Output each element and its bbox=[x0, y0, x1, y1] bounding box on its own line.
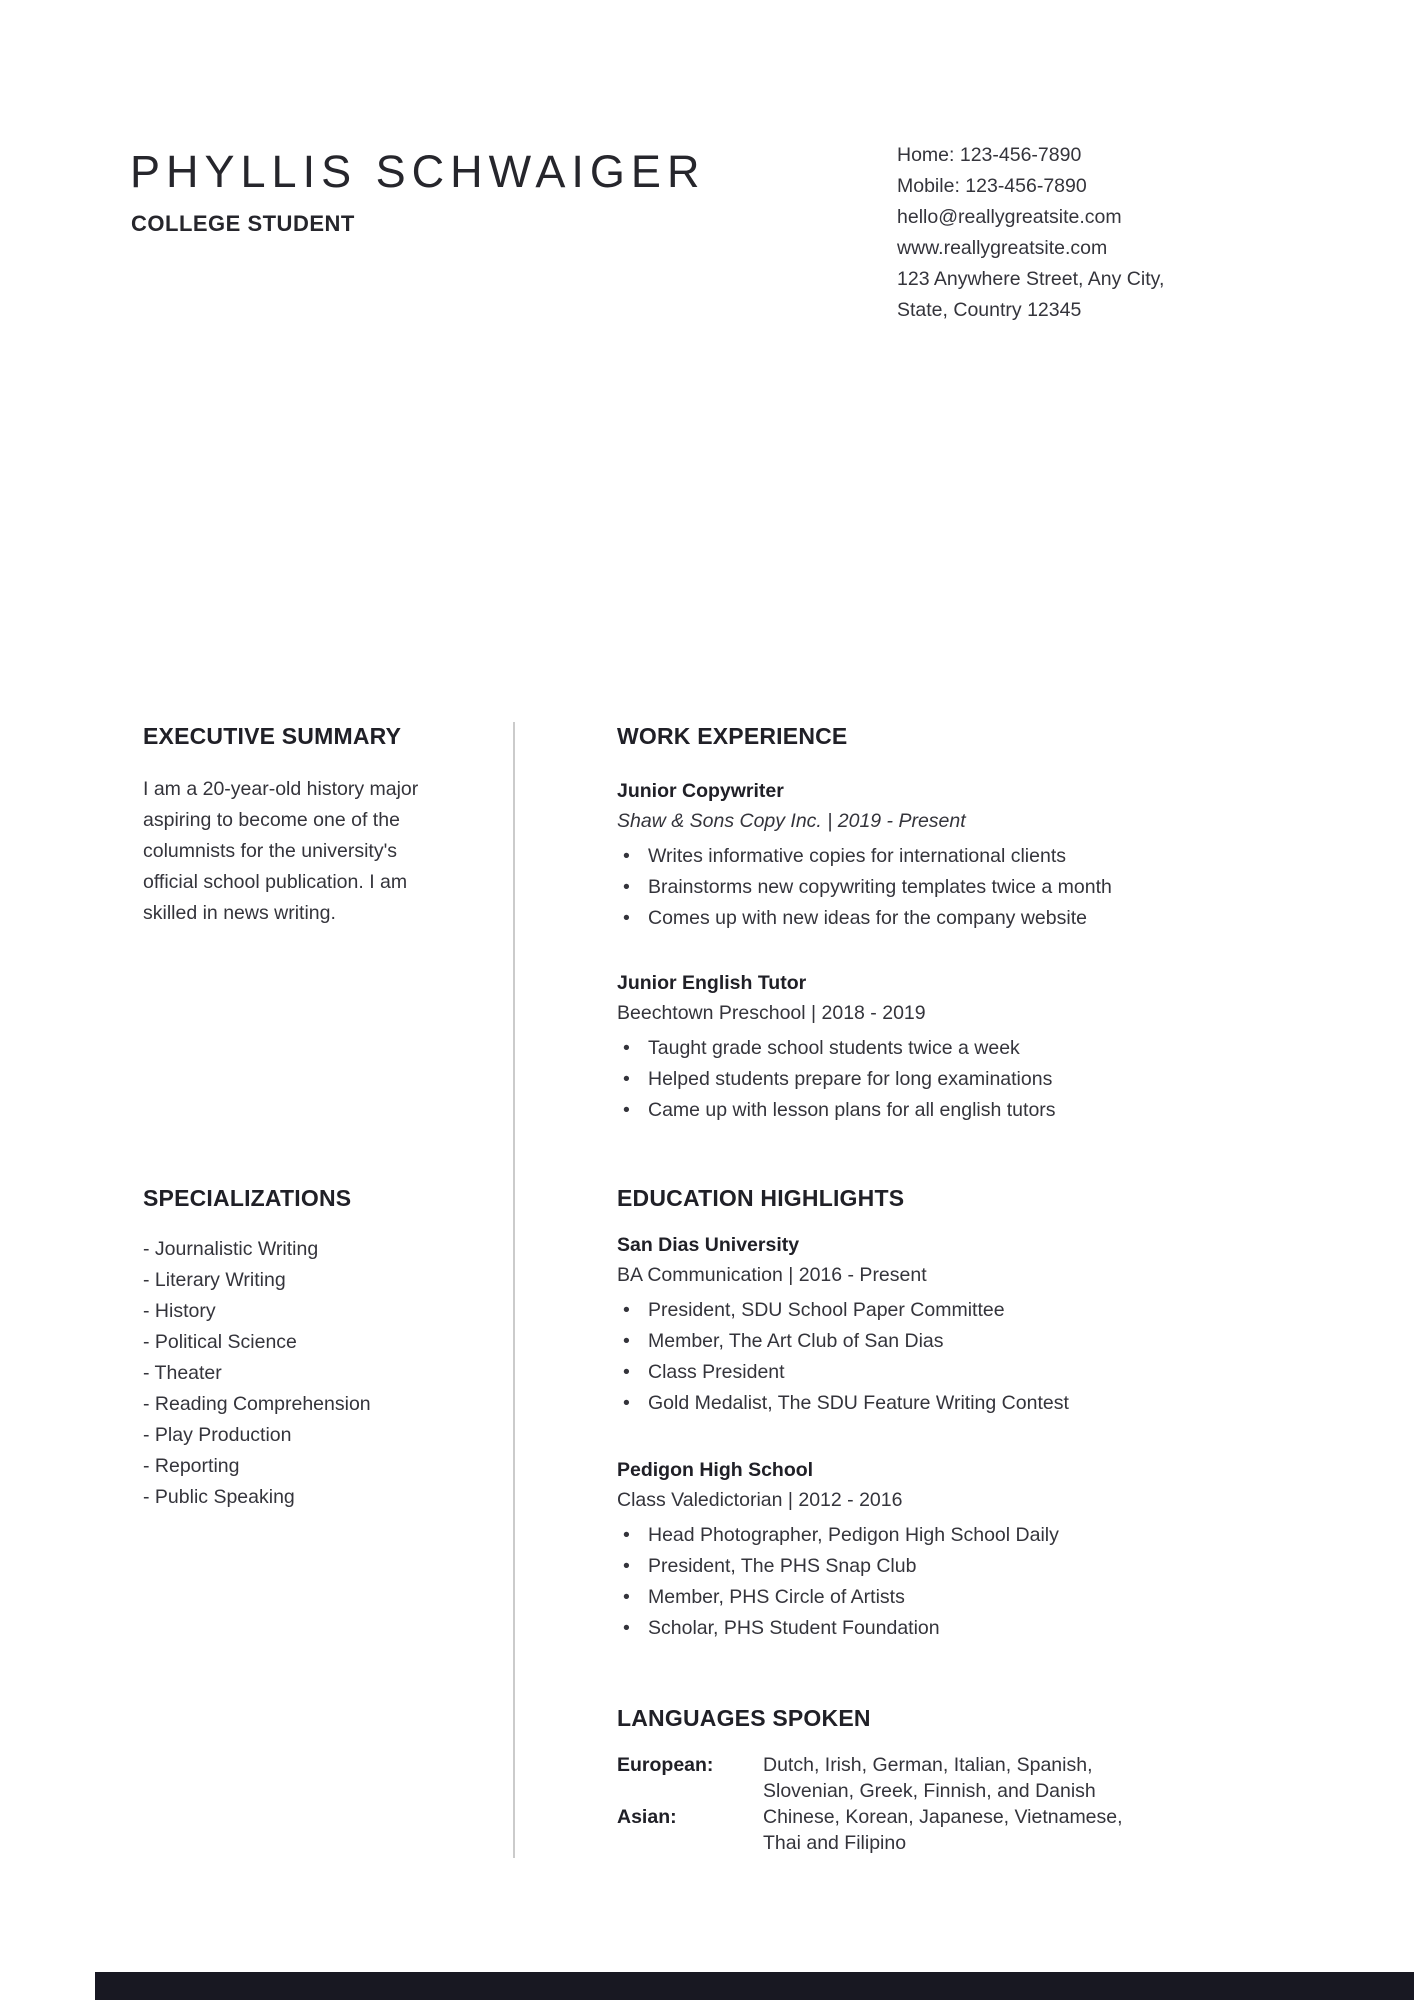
language-line: Slovenian, Greek, Finnish, and Danish bbox=[763, 1780, 1096, 1802]
language-list bbox=[763, 1752, 1143, 1804]
language-line: Chinese, Korean, Japanese, Vietnamese, bbox=[763, 1806, 1123, 1828]
school-name: San Dias University bbox=[617, 1234, 800, 1256]
executive-summary-heading: EXECUTIVE SUMMARY bbox=[143, 723, 402, 749]
list-item: • Came up with lesson plans for all english tutors bbox=[617, 1095, 1357, 1126]
contact-email: hello@reallygreatsite.com bbox=[897, 206, 1122, 228]
job-title: Junior Copywriter bbox=[617, 780, 784, 802]
school-subtitle: BA Communication | 2016 - Present bbox=[617, 1264, 927, 1286]
list-item: • Gold Medalist, The SDU Feature Writing Contest bbox=[617, 1388, 1357, 1419]
list-item: • President, The PHS Snap Club bbox=[617, 1551, 1357, 1582]
languages-rows bbox=[617, 1752, 1357, 1856]
list-item: • Brainstorms new copywriting templates twice a month bbox=[617, 872, 1357, 903]
specializations-list bbox=[143, 1234, 463, 1513]
school-name: Pedigon High School bbox=[617, 1459, 814, 1481]
list-item: • Member, The Art Club of San Dias bbox=[617, 1326, 1357, 1357]
specializations-heading: SPECIALIZATIONS bbox=[143, 1185, 352, 1211]
work-experience-heading: WORK EXPERIENCE bbox=[617, 723, 848, 749]
work-experience-section bbox=[617, 722, 1357, 1126]
job-title: Junior English Tutor bbox=[617, 972, 807, 994]
footer-accent-bar bbox=[95, 1972, 1414, 2000]
list-item: - Theater bbox=[143, 1362, 222, 1384]
list-item: • Helped students prepare for long examinations bbox=[617, 1064, 1357, 1095]
job-bullets bbox=[617, 1033, 1357, 1126]
language-row bbox=[617, 1752, 1357, 1804]
school-subtitle: Class Valedictorian | 2012 - 2016 bbox=[617, 1489, 903, 1511]
languages-heading: LANGUAGES SPOKEN bbox=[617, 1705, 871, 1731]
school-bullets bbox=[617, 1295, 1357, 1419]
school-entry bbox=[617, 1230, 1357, 1419]
contact-home-phone: Home: 123-456-7890 bbox=[897, 144, 1082, 166]
job-entry bbox=[617, 776, 1357, 934]
list-item: • Writes informative copies for international clients bbox=[617, 841, 1357, 872]
list-item: • Comes up with new ideas for the company website bbox=[617, 903, 1357, 934]
school-bullets bbox=[617, 1520, 1357, 1644]
job-entry bbox=[617, 968, 1357, 1126]
contact-website: www.reallygreatsite.com bbox=[897, 237, 1108, 259]
language-row bbox=[617, 1804, 1357, 1856]
list-item: • Scholar, PHS Student Foundation bbox=[617, 1613, 1357, 1644]
education-section bbox=[617, 1184, 1357, 1644]
list-item: • President, SDU School Paper Committee bbox=[617, 1295, 1357, 1326]
job-subtitle: Shaw & Sons Copy Inc. | 2019 - Present bbox=[617, 810, 966, 832]
list-item: • Head Photographer, Pedigon High School Daily bbox=[617, 1520, 1357, 1551]
list-item: - Reporting bbox=[143, 1455, 240, 1477]
language-line: Thai and Filipino bbox=[763, 1832, 907, 1854]
contact-address-line1: 123 Anywhere Street, Any City, bbox=[897, 268, 1165, 290]
list-item: - Journalistic Writing bbox=[143, 1238, 319, 1260]
specializations-section bbox=[143, 1184, 463, 1513]
list-item: - Reading Comprehension bbox=[143, 1393, 371, 1415]
list-item: - Play Production bbox=[143, 1424, 292, 1446]
list-item: • Taught grade school students twice a week bbox=[617, 1033, 1357, 1064]
person-name: PHYLLIS SCHWAIGER bbox=[130, 146, 706, 197]
column-divider bbox=[513, 722, 515, 1858]
languages-section bbox=[617, 1704, 1357, 1856]
list-item: - Literary Writing bbox=[143, 1269, 286, 1291]
language-list bbox=[763, 1804, 1143, 1856]
list-item: - History bbox=[143, 1300, 216, 1322]
contact-mobile-phone: Mobile: 123-456-7890 bbox=[897, 175, 1087, 197]
language-line: Dutch, Irish, German, Italian, Spanish, bbox=[763, 1754, 1093, 1776]
list-item: • Class President bbox=[617, 1357, 1357, 1388]
executive-summary-body: I am a 20-year-old history major aspiring to become one of the columnists for the university's official school publication. I am skilled in news writing. bbox=[143, 778, 419, 924]
list-item: - Public Speaking bbox=[143, 1486, 295, 1508]
list-item: • Member, PHS Circle of Artists bbox=[617, 1582, 1357, 1613]
job-bullets bbox=[617, 841, 1357, 934]
person-role: COLLEGE STUDENT bbox=[131, 211, 355, 236]
contact-block bbox=[897, 140, 1164, 326]
language-group-label: European: bbox=[617, 1754, 714, 1776]
language-group-label: Asian: bbox=[617, 1806, 677, 1828]
job-subtitle: Beechtown Preschool | 2018 - 2019 bbox=[617, 1002, 926, 1024]
contact-address-line2: State, Country 12345 bbox=[897, 299, 1082, 321]
list-item: - Political Science bbox=[143, 1331, 297, 1353]
education-heading: EDUCATION HIGHLIGHTS bbox=[617, 1185, 905, 1211]
executive-summary-section bbox=[143, 722, 443, 929]
school-entry bbox=[617, 1455, 1357, 1644]
